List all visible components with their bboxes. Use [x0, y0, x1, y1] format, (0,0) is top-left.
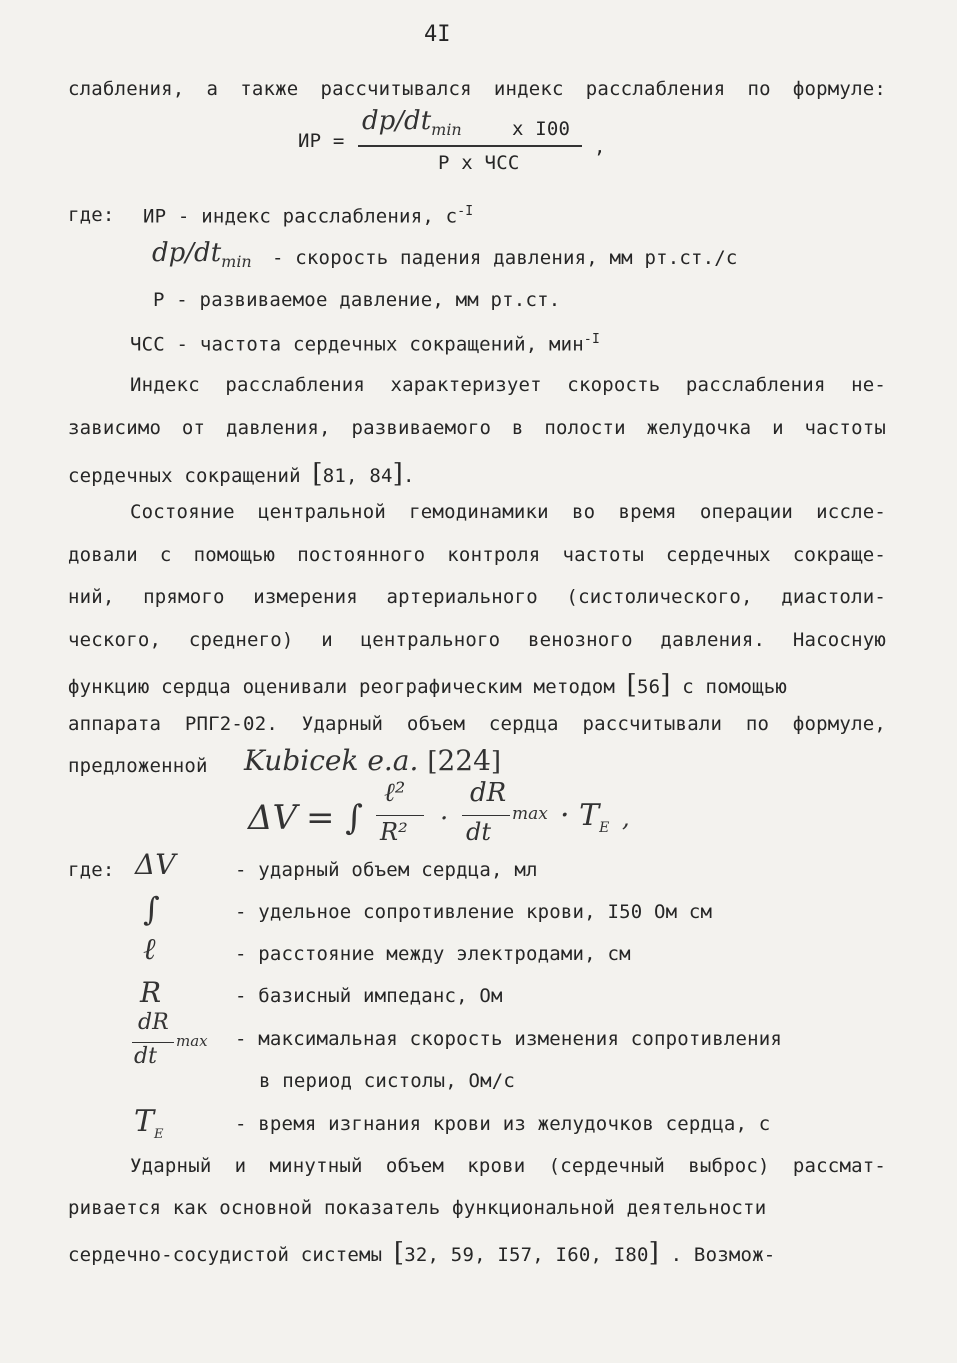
formula-numerator-rest: x I00 [512, 118, 571, 140]
symbol-drdt-den: dt [134, 1044, 157, 1069]
formula2-frac1-den: R² [380, 818, 408, 846]
definition-te: - время изгнания крови из желудочков сердца, с [235, 1113, 771, 1135]
formula2-frac2-num: dR [470, 778, 507, 808]
fraction-line [358, 145, 582, 147]
text-line-with-reference: сердечно-сосудистой системы [32, 59, I57, I60, I80] . Возмож- [68, 1238, 776, 1268]
formula2-frac2-den: dt [466, 818, 492, 846]
text-line: Ударный и минутный объем крови (сердечный выброс) рассмат- [130, 1155, 886, 1177]
definition-l: - расстояние между электродами, см [235, 943, 631, 965]
definition-r: - базисный импеданс, Ом [235, 985, 503, 1007]
formula2-dot: · [440, 804, 449, 834]
text-line: Индекс расслабления характеризует скорость расслабления не- [130, 374, 886, 396]
definition-p: P - развиваемое давление, мм рт.ст. [153, 289, 561, 311]
definition-dv: - ударный объем сердца, мл [235, 859, 538, 881]
formula2-max: max [512, 804, 548, 824]
text-line: ческого, среднего) и центрального венозного давления. Насосную [68, 629, 886, 651]
definition-drdt-line1: - максимальная скорость изменения сопротивления [235, 1028, 783, 1050]
where-label: где: [68, 204, 115, 226]
definition-hr: ЧСС - частота сердечных сокращений, мин$^{-I}$ [130, 332, 600, 356]
definition-dpdt-text: - скорость падения давления, мм рт.ст./с [272, 247, 738, 269]
formula-denominator: P x ЧСС [438, 152, 520, 174]
formula2-comma: , [622, 804, 630, 832]
symbol-rho: ∫ [143, 890, 160, 928]
formula2-dv: ΔV [248, 798, 298, 838]
author-handwritten: Kubicek e.a. [224] [244, 744, 502, 777]
formula2-te: · $T_E$ [560, 798, 610, 836]
formula2-eq: = ∫ [306, 798, 364, 838]
fraction-line [132, 1042, 174, 1043]
symbol-drdt-num: dR [138, 1010, 169, 1035]
formula2-frac1-num: ℓ² [384, 778, 406, 808]
symbol-l: ℓ [143, 932, 156, 967]
fraction-line [462, 815, 510, 816]
fraction-line [376, 815, 424, 816]
text-line-with-reference: сердечных сокращений [81, 84]. [68, 459, 415, 489]
page-number: 4I [424, 22, 451, 47]
text-line: зависимо от давления, развиваемого в полости желудочка и частоты [68, 417, 886, 439]
definition-ir: ИР - индекс расслабления, $с^{-I}$ [143, 204, 474, 228]
text-line-with-reference: предложенной [68, 755, 208, 777]
formula-comma: , [594, 136, 606, 158]
where-label: где: [68, 859, 115, 881]
text-line: ривается как основной показатель функциональной деятельности [68, 1197, 767, 1219]
definition-rho: - удельное сопротивление крови, I50 Ом см [235, 901, 713, 923]
symbol-r: R [140, 976, 162, 1009]
text-line: аппарата РПГ2-02. Ударный объем сердца рассчитывали по формуле, [68, 713, 886, 735]
text-line: Состояние центральной гемодинамики во время операции иссле- [130, 501, 886, 523]
text-line: слабления, а также рассчитывался индекс расслабления по формуле: [68, 78, 886, 100]
text-line-with-reference: функцию сердца оценивали реографическим методом [56] с помощью [68, 670, 788, 700]
symbol-dv: ΔV [135, 848, 176, 881]
text-line: ний, прямого измерения артериального (систолического, диастоли- [68, 586, 886, 608]
formula-lhs: ИР = [298, 130, 345, 152]
definition-drdt-line2: в период систолы, Ом/с [259, 1070, 516, 1092]
symbol-te: $T_E$ [134, 1104, 164, 1142]
symbol-drdt-max: max [176, 1032, 208, 1050]
formula-numerator-handwritten: $dp/dt_{min}$ [362, 106, 462, 140]
text-line: довали с помощью постоянного контроля частоты сердечных сокраще- [68, 544, 886, 566]
definition-dpdt-symbol: $dp/dt_{min}$ [152, 238, 252, 272]
